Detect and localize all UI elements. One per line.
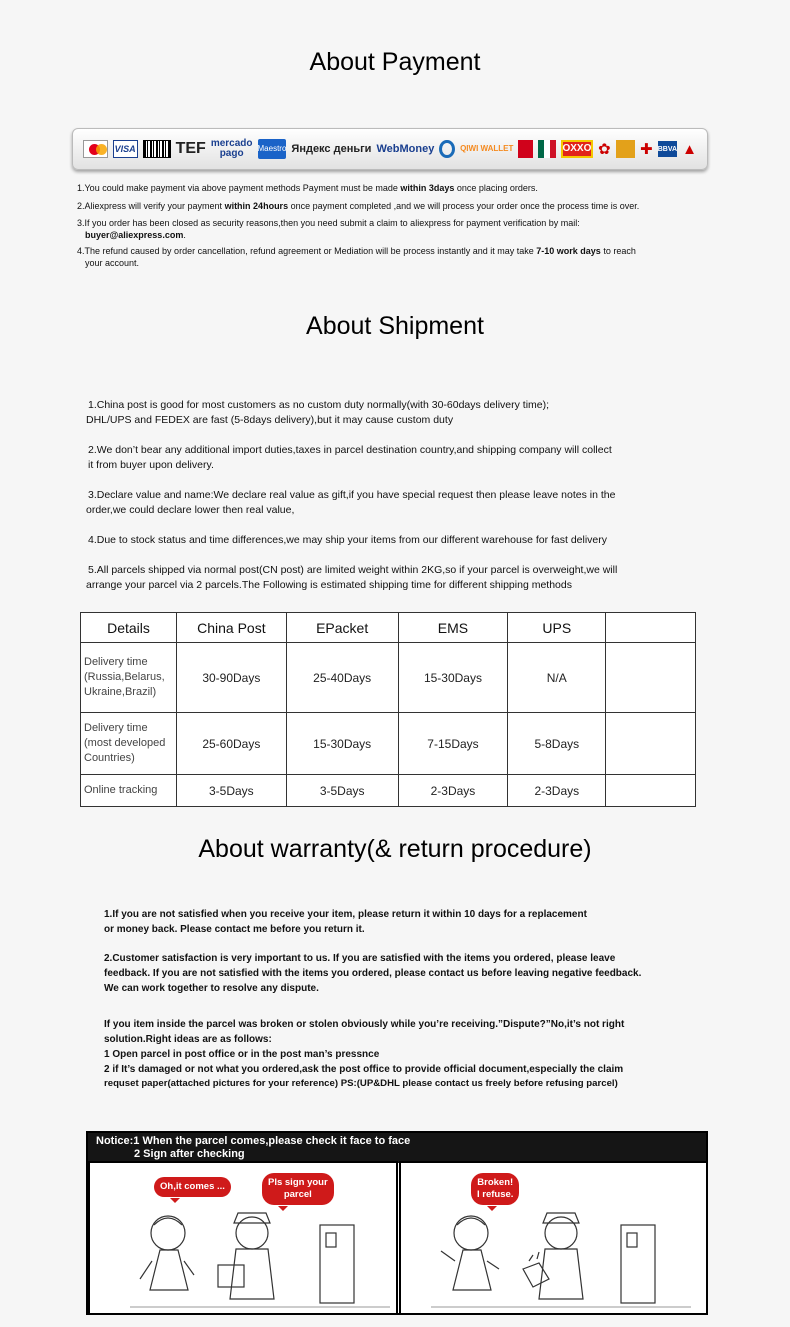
- doku-icon: [518, 140, 533, 158]
- table-header-cell: UPS: [508, 613, 606, 643]
- bank-arrow-icon: ✚: [640, 140, 653, 158]
- shipment-title: About Shipment: [306, 312, 484, 340]
- maestro-logo: Maestro: [258, 139, 287, 159]
- warranty-line-3c: 1 Open parcel in post office or in the post man’s pressnce: [104, 1049, 380, 1060]
- bbva-logo: BBVA: [658, 141, 678, 157]
- table-header-cell: [606, 613, 696, 643]
- mastercard-icon: [83, 140, 108, 158]
- notice-line-2: 2 Sign after checking: [134, 1148, 245, 1160]
- warranty-line-1b: or money back. Please contact me before you return it.: [104, 924, 365, 935]
- table-cell: 30-90Days: [176, 643, 286, 713]
- table-header-row: [81, 613, 696, 643]
- table-cell: 25-40Days: [286, 643, 398, 713]
- table-cell: 15-30Days: [398, 643, 508, 713]
- bank-building-icon: [616, 140, 636, 158]
- warranty-line-2a: 2.Customer satisfaction is very important to us. If you are satisfied with the items you ordered, please leave: [104, 953, 616, 964]
- bank-flower-icon: ✿: [597, 140, 611, 158]
- payment-line-4b: your account.: [85, 258, 140, 268]
- shipment-line-3b: order,we could declare lower then real value,: [86, 504, 295, 516]
- yandex-money-logo: Яндекс деньги: [291, 142, 372, 155]
- warranty-line-3e: requset paper(attached pictures for your reference) PS:(UP&DHL please contact us freely before refusing parcel): [104, 1078, 618, 1089]
- warranty-title: About warranty(& return procedure): [198, 835, 592, 863]
- table-cell: 25-60Days: [176, 713, 286, 775]
- table-row-label: [81, 713, 177, 775]
- shipment-line-1a: 1.China post is good for most customers as no custom duty normally(with 30-60days delivery time);: [88, 399, 550, 411]
- mercado-pago-text-1: mercado: [210, 138, 253, 149]
- table-cell: 15-30Days: [286, 713, 398, 775]
- payment-email: buyer@aliexpress.com.: [85, 230, 186, 240]
- panel-refuse-parcel: [399, 1161, 708, 1315]
- speech-bubble: Oh,it comes ...: [154, 1177, 231, 1197]
- table-cell: 3-5Days: [176, 775, 286, 807]
- table-cell: 7-15Days: [398, 713, 508, 775]
- webmoney-logo: WebMoney: [376, 142, 435, 155]
- customer-and-courier-icon: [130, 1203, 390, 1315]
- shipment-line-4: 4.Due to stock status and time differences,we may ship your items from our different warehouse for fast delivery: [88, 534, 608, 546]
- table-cell: 2-3Days: [398, 775, 508, 807]
- shipment-line-5a: 5.All parcels shipped via normal post(CN post) are limited weight within 2KG,so if your parcel is overweight,we will: [88, 564, 618, 576]
- table-row-label: [81, 643, 177, 713]
- table-row-label: [81, 775, 177, 807]
- mexico-flag-icon: [538, 140, 556, 158]
- warranty-line-3b: solution.Right ideas are as follows:: [104, 1034, 272, 1045]
- bubble-line: I refuse.: [477, 1189, 514, 1200]
- refuse-broken-parcel-icon: [431, 1203, 691, 1315]
- table-row: [81, 643, 696, 713]
- table-header-cell: Details: [81, 613, 177, 643]
- panel-sign-parcel: [88, 1161, 398, 1315]
- table-row: [81, 713, 696, 775]
- payment-title: About Payment: [309, 48, 481, 76]
- payment-line-4: 4.The refund caused by order cancellation, refund agreement or Mediation will be process instantly and it may take 7-10 work days to reach: [77, 246, 636, 256]
- warranty-line-2c: We can work together to resolve any dispute.: [104, 983, 319, 994]
- qiwi-wallet-logo: QIWI WALLET: [460, 144, 514, 153]
- payment-methods-bar: [72, 128, 708, 170]
- santander-flame-icon: ▲: [682, 140, 698, 158]
- oxxo-logo: OXXO: [561, 140, 593, 158]
- warranty-line-2b: feedback. If you are not satisfied with the items you ordered, please contact us before leaving negative feedback.: [104, 968, 642, 979]
- label-line: Ukraine,Brazil): [84, 686, 157, 698]
- payment-circle-icon: [439, 140, 455, 158]
- table-header-cell: China Post: [176, 613, 286, 643]
- table-cell: 2-3Days: [508, 775, 606, 807]
- notice-illustration: [86, 1131, 708, 1315]
- label-line: (Russia,Belarus,: [84, 671, 165, 683]
- table-cell: 3-5Days: [286, 775, 398, 807]
- label-line: (most developed: [84, 737, 166, 749]
- bubble-line: Broken!: [477, 1177, 514, 1188]
- table-row: [81, 775, 696, 807]
- speech-bubble: [262, 1173, 334, 1205]
- table-cell: [606, 775, 696, 807]
- label-line: Countries): [84, 752, 135, 764]
- shipment-line-5b: arrange your parcel via 2 parcels.The Following is estimated shipping time for different shipping methods: [86, 579, 572, 591]
- boleto-icon: [143, 140, 171, 158]
- mercado-pago-logo: [211, 139, 253, 159]
- shipment-line-2a: 2.We don’t bear any additional import duties,taxes in parcel destination country,and shipping company will collect: [88, 444, 612, 456]
- table-cell: [606, 713, 696, 775]
- tef-logo: TEF: [175, 140, 206, 157]
- payment-line-2: 2.Aliexpress will verify your payment within 24hours once payment completed ,and we will process your order once the process time is over.: [77, 201, 640, 211]
- label-line: Delivery time: [84, 722, 148, 734]
- label-line: Delivery time: [84, 656, 148, 668]
- payment-line-1: 1.You could make payment via above payment methods Payment must be made within 3days once placing orders.: [77, 183, 538, 193]
- shipment-line-2b: it from buyer upon delivery.: [88, 459, 214, 471]
- payment-line-3: 3.If you order has been closed as security reasons,then you need submit a claim to aliexpress for payment verification by mail:: [77, 218, 580, 228]
- table-cell: [606, 643, 696, 713]
- warranty-line-3d: 2 if It’s damaged or not what you ordered,ask the post office to provide official document,especially the claim: [104, 1064, 624, 1075]
- table-header-cell: EMS: [398, 613, 508, 643]
- visa-icon: VISA: [113, 140, 138, 158]
- bubble-line: Pls sign your: [268, 1177, 328, 1188]
- table-header-cell: EPacket: [286, 613, 398, 643]
- label-line: Online tracking: [84, 784, 158, 796]
- table-cell: 5-8Days: [508, 713, 606, 775]
- warranty-line-1a: 1.If you are not satisfied when you receive your item, please return it within 10 days for a replacement: [104, 909, 587, 920]
- table-cell: N/A: [508, 643, 606, 713]
- notice-line-1: Notice:1 When the parcel comes,please check it face to face: [96, 1135, 411, 1147]
- shipping-time-table: [80, 612, 696, 807]
- warranty-line-3a: If you item inside the parcel was broken or stolen obviously while you’re receiving.”Dispute?”No,it’s not right: [104, 1019, 625, 1030]
- shipment-line-1b: DHL/UPS and FEDEX are fast (5-8days delivery),but it may cause custom duty: [86, 414, 454, 426]
- bubble-line: parcel: [283, 1189, 312, 1200]
- mercado-pago-text-2: pago: [219, 148, 244, 159]
- shipment-line-3a: 3.Declare value and name:We declare real value as gift,if you have special request then please leave notes in the: [88, 489, 616, 501]
- notice-header: [88, 1133, 706, 1163]
- speech-bubble: [471, 1173, 519, 1205]
